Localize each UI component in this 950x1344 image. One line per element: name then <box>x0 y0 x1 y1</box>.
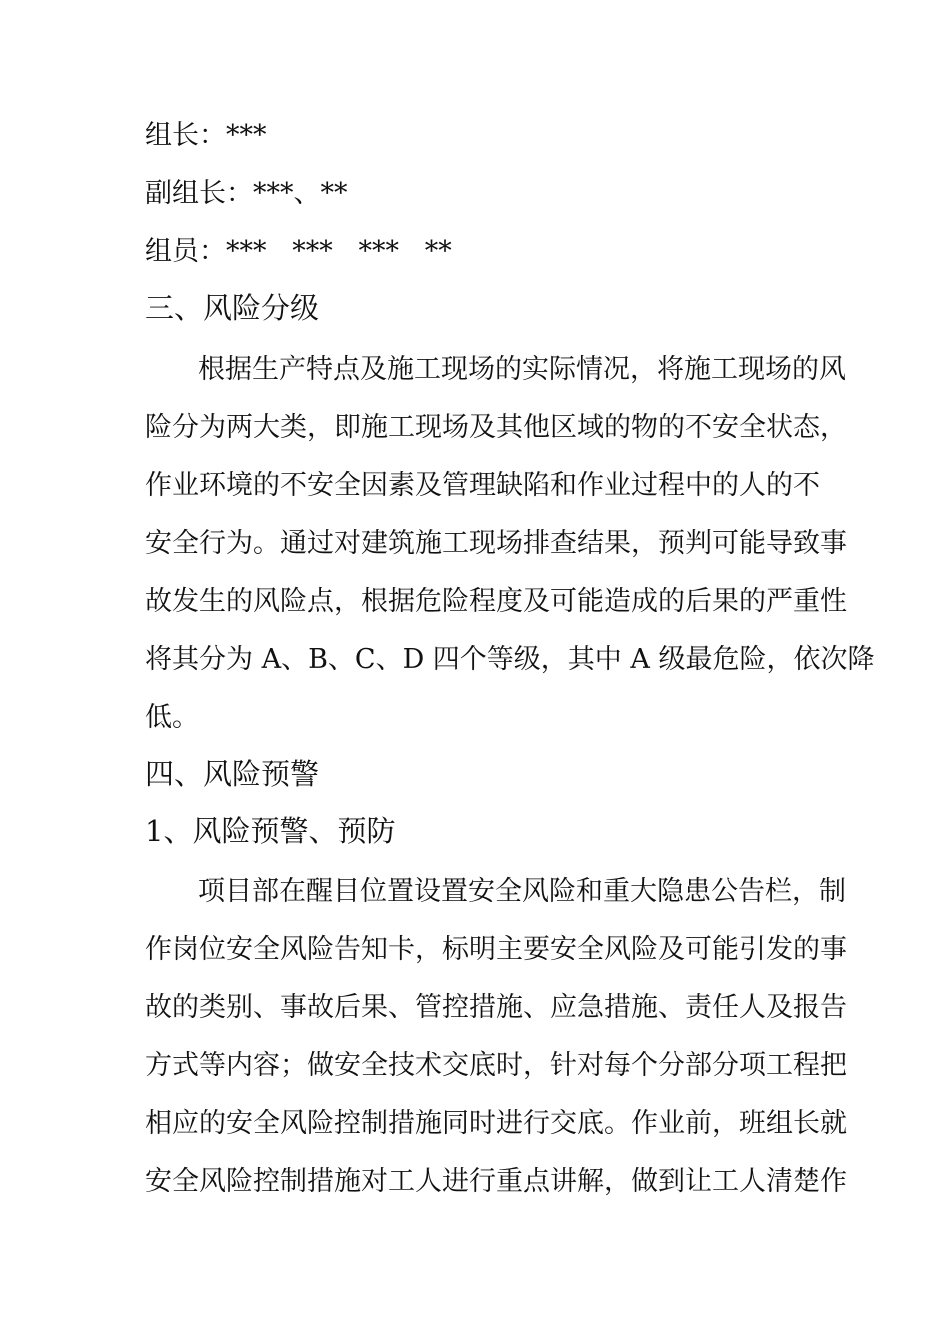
paragraph-line: 根据生产特点及施工现场的实际情况，将施工现场的风 <box>198 354 846 385</box>
paragraph-line: 低。 <box>145 702 199 733</box>
paragraph-line: 作岗位安全风险告知卡，标明主要安全风险及可能引发的事 <box>145 934 847 965</box>
paragraph-line: 作业环境的不安全因素及管理缺陷和作业过程中的人的不 <box>145 470 820 501</box>
team-members-line: 组员：*** *** *** ** <box>145 236 452 267</box>
subsection-heading-warning-prevention: 1、风险预警、预防 <box>145 814 396 848</box>
paragraph-line: 故发生的风险点，根据危险程度及可能造成的后果的严重性 <box>145 586 847 617</box>
paragraph-line: 安全风险控制措施对工人进行重点讲解，做到让工人清楚作 <box>145 1166 847 1197</box>
team-deputy-line: 副组长：***、** <box>145 178 348 209</box>
section-heading-risk-warning: 四、风险预警 <box>145 757 320 791</box>
paragraph-line: 相应的安全风险控制措施同时进行交底。作业前，班组长就 <box>145 1108 847 1139</box>
team-leader-line: 组长：*** <box>145 120 267 151</box>
paragraph-line: 方式等内容；做安全技术交底时，针对每个分部分项工程把 <box>145 1050 847 1081</box>
paragraph-line: 将其分为 A、B、C、D 四个等级，其中 A 级最危险，依次降 <box>145 644 875 675</box>
paragraph-line: 安全行为。通过对建筑施工现场排查结果，预判可能导致事 <box>145 528 847 559</box>
paragraph-line: 险分为两大类，即施工现场及其他区域的物的不安全状态， <box>145 412 847 443</box>
paragraph-line: 项目部在醒目位置设置安全风险和重大隐患公告栏，制 <box>198 876 846 907</box>
paragraph-line: 故的类别、事故后果、管控措施、应急措施、责任人及报告 <box>145 992 847 1023</box>
section-heading-risk-grading: 三、风险分级 <box>145 291 320 325</box>
